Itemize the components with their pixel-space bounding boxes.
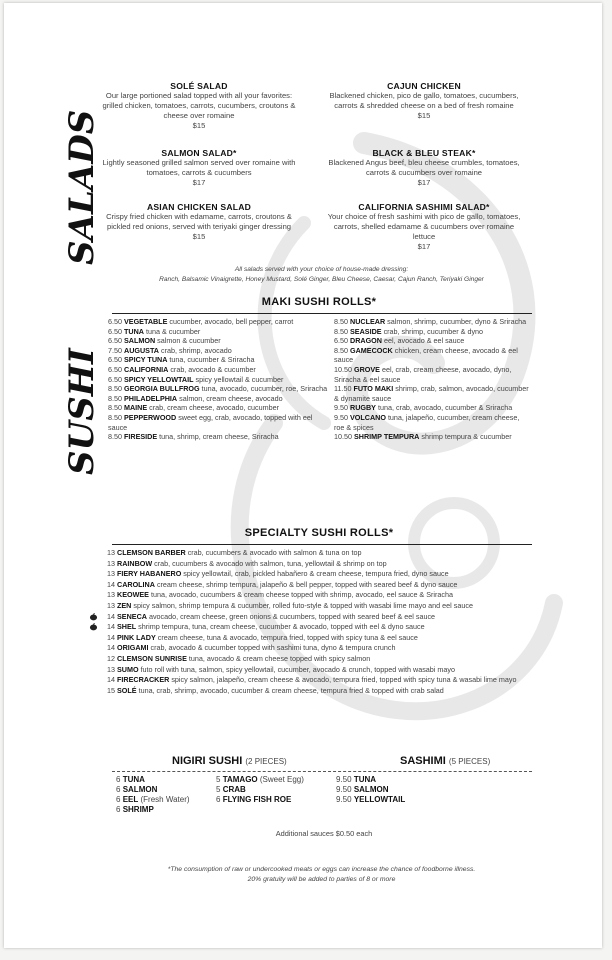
menu-row [108,317,328,327]
item-desc: cucumber, avocado, bell pepper, carrot [169,317,294,326]
salad-name: SOLÉ SALAD [170,81,228,91]
item-price: 15 [107,685,115,695]
sashimi-pieces: (5 PIECES) [448,757,491,766]
item-price: 8.50 [108,384,122,394]
item-desc: spicy yellowtail, crab, pickled habañero & cream cheese, tempura fried, dyno sauce [183,569,449,579]
menu-row [334,336,530,346]
item-price: 6 [116,795,121,804]
menu-row [116,775,216,785]
nigiri-title-text: NIGIRI SUSHI [172,755,243,767]
item-desc: crab, shrimp, avocado [161,345,232,355]
item-price: 9.50 [336,795,352,804]
menu-row [108,384,328,394]
footer-line2: 20% gratuity will be added to parties of 8 or more [247,876,396,883]
sashimi-title [400,755,490,767]
item-price: 10.50 [334,364,352,374]
item-name: CAROLINA [117,579,155,589]
menu-row [108,375,328,385]
item-price: 10.50 [334,432,352,442]
item-name: FLYING FISH ROE [222,795,292,804]
salad-price: $17 [417,178,431,187]
salad-item [99,81,299,131]
item-desc: eel, avocado & eel sauce [383,336,465,346]
item-price: 6.50 [334,336,348,346]
salad-desc: Our large portioned salad topped with all your favorites: grilled chicken, tomatoes, carrots, cucumbers, croutons & cheese over romaine [102,91,296,120]
item-price: 6.50 [108,374,122,384]
item-desc: tuna, avocado & cream cheese topped with spicy salmon [188,653,371,663]
salad-dressing-note [119,265,524,285]
item-name: SOLÉ [117,685,137,695]
item-name: TAMAGO [222,775,258,784]
item-price: 8.50 [334,326,348,336]
item-name: CALIFORNIA [124,364,169,374]
item-name: CLEMSON SUNRISE [117,653,187,663]
salad-item [99,148,299,188]
item-desc: spicy yellowtail & cucumber [195,374,284,384]
item-name: SHEL [117,622,137,632]
menu-row [108,432,328,442]
menu-row [334,403,530,413]
salad-desc: Blackened chicken, pico de gallo, tomatoes, cucumbers, carrots & shredded cheese on a bed of fresh romaine [329,91,519,110]
salad-name: CAJUN CHICKEN [387,81,461,91]
item-price: 14 [107,622,115,632]
item-price: 9.50 [336,785,352,794]
item-name: SHRIMP [122,805,154,814]
item-price: 12 [107,653,115,663]
item-desc: spicy salmon, jalapeño, cream cheese & avocado, tempura fried, topped with spicy tuna & wasabi lime mayo [171,675,517,685]
nigiri-title [172,755,287,767]
item-desc: tuna, avocado, cucumber, roe, Sriracha [201,384,328,394]
salad-note-line1: All salads served with your choice of house-made dressing: [234,266,409,273]
specialty-row [107,622,547,633]
salad-item [324,202,524,252]
item-desc: avocado, cream cheese, green onions & cucumbers, topped with seared beef & eel sauce [148,611,436,621]
salads-side-label: SALADS [62,109,102,265]
sashimi-list [336,775,456,805]
item-price: 7.50 [108,345,122,355]
salad-price: $17 [417,242,431,251]
item-price: 8.50 [334,345,348,355]
item-desc: tuna, jalapeño, cucumber, cream cheese, roe & spices [334,412,520,432]
menu-row [334,317,530,327]
item-desc: tuna, avocado, cucumbers & cream cheese topped with shrimp, avocado, eel sauce & Sriracha [150,590,453,600]
specialty-row [107,633,547,644]
item-name: PHILADELPHIA [124,393,178,403]
item-desc: sweet egg, crab, avocado, topped with eel sauce [108,412,313,432]
item-price: 13 [107,590,115,600]
menu-row [334,432,530,442]
specialty-row [107,548,547,559]
item-price: 8.50 [108,393,122,403]
specialty-row [107,675,547,686]
item-desc: shrimp tempura & cucumber [421,432,512,442]
item-name: CRAB [222,785,246,794]
item-name: GAMECOCK [350,345,393,355]
item-desc: shrimp tempura, tuna, cream cheese, cucumber & avocado, topped with eel & dyno sauce [138,622,425,632]
item-desc: crab, cucumbers & avocado with salmon & tuna on top [187,548,362,557]
item-price: 9.50 [336,775,352,784]
item-price: 6.50 [108,336,122,346]
menu-row [334,365,530,384]
specialty-row [107,559,547,570]
item-desc: chicken, cream cheese, avocado & eel sauce [334,345,518,365]
menu-row [108,355,328,365]
specialty-row [107,580,547,591]
item-name: NUCLEAR [350,317,386,326]
salad-price: $17 [192,178,206,187]
item-desc: tuna, crab, shrimp, avocado, cucumber & cream cheese, tempura fried & topped with crab salad [138,685,444,695]
item-name: RAINBOW [117,558,153,568]
item-price: 6 [216,795,221,804]
item-name: YELLOWTAIL [353,795,406,804]
menu-row [216,795,346,805]
specialty-list [107,548,547,696]
item-name: KEOWEE [117,590,149,600]
item-name: SHRIMP TEMPURA [354,432,420,442]
item-price: 13 [107,600,115,610]
menu-row [216,775,346,785]
item-name: SALMON [353,785,389,794]
item-name: TUNA [122,775,145,784]
item-name: VOLCANO [350,412,386,422]
maki-rule [112,313,532,314]
item-desc: eel, crab, cream cheese, avocado, dyno, Sriracha & eel sauce [334,364,512,384]
item-price: 5 [216,775,221,784]
salad-item [99,202,299,242]
sashimi-title-text: SASHIMI [400,755,446,767]
menu-row [116,795,216,805]
chili-pepper-icon [89,613,98,621]
item-name: ORIGAMI [117,643,149,653]
item-price: 13 [107,558,115,568]
menu-row [108,365,328,375]
item-desc: tuna & cucumber [145,326,201,336]
item-price: 9.50 [334,403,348,413]
specialty-row [107,590,547,601]
item-desc: cream cheese, shrimp tempura, jalapeño & bell pepper, topped with seared beef & dyno sauce [156,579,458,589]
item-name: TUNA [353,775,377,784]
item-name: FIERY HABANERO [117,569,182,579]
menu-row [336,795,456,805]
item-price: 11.50 [334,384,352,394]
salad-name: CALIFORNIA SASHIMI SALAD* [358,202,490,212]
item-price: 8.50 [334,317,348,326]
item-desc: crab, cucumbers & avocado with salmon, tuna, yellowtail & shrimp on top [154,558,387,568]
item-name: PEPPERWOOD [124,412,177,422]
item-name: ZEN [117,600,132,610]
item-price: 6 [116,775,121,784]
item-name: SALMON [124,336,156,346]
salad-desc: Lightly seasoned grilled salmon served over romaine with tomatoes, carrots & cucumbers [102,158,296,177]
menu-row [108,403,328,413]
specialty-row [107,601,547,612]
item-name: GROVE [354,364,380,374]
menu-row [116,805,216,815]
item-price: 14 [107,632,115,642]
item-name: FIRESIDE [124,432,158,442]
item-price: 8.50 [108,403,122,413]
footer-line1: *The consumption of raw or undercooked meats or eggs can increase the chance of foodborne illness. [167,866,476,873]
item-name: FIRECRACKER [117,675,170,685]
menu-row [334,346,530,365]
specialty-row [107,643,547,654]
nigiri-pieces: (2 PIECES) [245,757,287,766]
item-price: 13 [107,569,115,579]
menu-row [336,785,456,795]
item-name: CLEMSON BARBER [117,548,186,557]
item-price: 6.50 [108,355,122,365]
item-name: PINK LADY [117,632,156,642]
nigiri-col-2 [216,775,346,805]
item-price: 5 [216,785,221,794]
menu-row [336,775,456,785]
specialty-row [107,569,547,580]
item-name: FUTO MAKI [353,384,394,394]
footer-notice [119,865,524,885]
item-desc: shrimp, crab, salmon, avocado, cucumber & dynamite sauce [334,384,529,403]
item-price: 14 [107,579,115,589]
item-name: VEGETABLE [124,317,168,326]
menu-row [216,785,346,795]
item-price: 6 [116,785,121,794]
item-desc: crab, avocado & cucumber [170,364,256,374]
item-name: SENECA [117,611,147,621]
specialty-row [107,612,547,623]
item-desc: spicy salmon, shrimp tempura & cucumber, rolled futo-style & topped with wasabi lime mayo and eel sauce [133,600,473,610]
item-price: 13 [107,664,115,674]
maki-right-column [334,317,530,442]
item-name: RUGBY [350,403,376,413]
item-note: (Sweet Egg) [259,775,304,784]
item-desc: salmon & cucumber [157,336,221,346]
menu-row [108,336,328,346]
salad-name: BLACK & BLEU STEAK* [372,148,476,158]
specialty-rule [112,544,532,545]
item-price: 14 [107,611,115,621]
menu-row [108,413,328,432]
item-price: 13 [107,548,115,557]
item-desc: crab, cream cheese, avocado, cucumber [149,403,280,413]
chili-pepper-icon [89,623,98,631]
item-price: 8.50 [108,432,122,442]
salad-name: SALMON SALAD* [161,148,237,158]
item-name: DRAGON [350,336,382,346]
salad-price: $15 [192,232,206,241]
item-name: SPICY TUNA [124,355,168,365]
item-price: 6.50 [108,326,122,336]
specialty-row [107,665,547,676]
item-name: MAINE [124,403,148,413]
item-price: 14 [107,643,115,653]
salad-desc: Blackened Angus beef, bleu cheese crumbles, tomatoes, carrots & cucumbers over romaine [328,158,520,177]
item-price: 14 [107,675,115,685]
item-price: 8.50 [108,412,122,422]
salad-note-line2: Ranch, Balsamic Vinaigrette, Honey Mustard, Solé Ginger, Bleu Cheese, Caesar, Cajun Ranch, Teriyaki Ginger [159,276,484,283]
item-desc: salmon, cream cheese, avocado [179,393,283,403]
item-name: AUGUSTA [124,345,160,355]
item-desc: crab, avocado & cucumber topped with sashimi tuna, dyno & tempura crunch [150,643,396,653]
item-name: TUNA [124,326,144,336]
item-desc: crab, shrimp, cucumber & dyno [383,326,484,336]
item-desc: futo roll with tuna, salmon, spicy yellowtail, cucumber, avocado & crunch, topped with wasabi mayo [140,664,455,674]
item-price: 6.50 [108,364,122,374]
item-name: SPICY YELLOWTAIL [124,374,194,384]
specialty-row [107,686,547,697]
menu-row [108,327,328,337]
salad-price: $15 [417,111,431,120]
menu-page [4,3,602,948]
specialty-section-title: SPECIALTY SUSHI ROLLS* [244,527,394,539]
item-price: 6 [116,805,121,814]
menu-row [334,327,530,337]
nigiri-dash-rule [112,771,532,772]
menu-row [334,413,530,432]
additional-sauces: Additional sauces $0.50 each [275,829,373,838]
menu-row [108,394,328,404]
sushi-side-label: SUSHI [62,348,102,475]
maki-section-title: MAKI SUSHI ROLLS* [261,296,377,308]
salad-name: ASIAN CHICKEN SALAD [146,202,252,212]
salad-item [324,148,524,188]
menu-row [108,346,328,356]
item-price: 6.50 [108,317,122,326]
salad-price: $15 [192,121,206,130]
item-desc: cream cheese, tuna & avocado, tempura fried, topped with spicy tuna & eel sauce [157,632,418,642]
salad-item [324,81,524,121]
specialty-row [107,654,547,665]
menu-row [116,785,216,795]
maki-left-column [108,317,328,442]
item-price: 9.50 [334,412,348,422]
item-note: (Fresh Water) [140,795,190,804]
item-name: EEL [122,795,139,804]
nigiri-col-1 [116,775,216,815]
item-desc: salmon, shrimp, cucumber, dyno & Sriracha [387,317,527,326]
menu-row [334,384,530,403]
item-name: SEASIDE [350,326,382,336]
salad-desc: Your choice of fresh sashimi with pico de gallo, tomatoes, carrots, shelled edamame & cucumbers over romaine lettuce [327,212,521,241]
salad-desc: Crispy fried chicken with edamame, carrots, croutons & pickled red onions, served with teriyaki ginger dressing [106,212,292,231]
item-name: SUMO [117,664,139,674]
item-desc: tuna, cucumber & Sriracha [169,355,255,365]
item-desc: tuna, crab, avocado, cucumber & Sriracha [377,403,513,413]
item-desc: tuna, shrimp, cream cheese, Sriracha [159,432,279,442]
item-name: SALMON [122,785,158,794]
item-name: GEORGIA BULLFROG [124,384,200,394]
